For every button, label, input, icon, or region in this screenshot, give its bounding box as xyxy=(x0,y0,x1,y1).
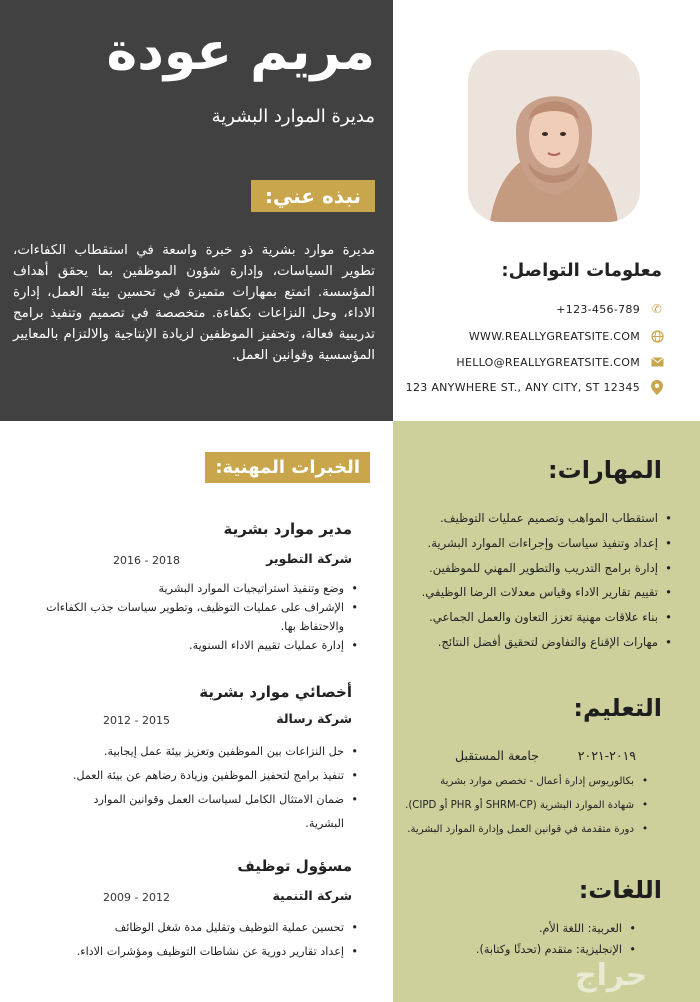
about-heading: نبذه عني: xyxy=(251,180,375,212)
job-3-dates: 2009 - 2012 xyxy=(103,891,170,904)
list-item: • ضمان الامتثال الكامل لسياسات العمل وقوانين الموارد البشرية. xyxy=(52,788,358,836)
list-item: • إعداد تقارير دورية عن نشاطات التوظيف ومؤشرات الاداء. xyxy=(38,940,358,964)
email-value: HELLO@REALLYGREATSITE.COM xyxy=(456,355,640,369)
person-name: مريم عودة xyxy=(106,22,375,82)
list-item: • استقطاب المواهب وتصميم عمليات التوظيف. xyxy=(392,506,672,531)
contact-address xyxy=(406,377,664,397)
globe-icon xyxy=(650,329,664,343)
contact-website xyxy=(469,326,664,346)
mail-icon xyxy=(650,355,664,369)
address-value: 123 ANYWHERE ST., ANY CITY, ST 12345 xyxy=(405,380,640,394)
list-item: • تحسين عملية التوظيف وتقليل مدة شغل الوظائف xyxy=(38,916,358,940)
list-item: • بناء علاقات مهنية تعزز التعاون والعمل الجماعي. xyxy=(392,605,672,630)
phone-value: +123-456-789 xyxy=(556,302,640,316)
person-portrait-icon xyxy=(468,50,640,222)
contact-phone xyxy=(556,299,664,319)
languages-list xyxy=(396,918,636,960)
job-title: مديرة الموارد البشرية xyxy=(211,106,375,127)
education-school-row xyxy=(455,743,636,767)
education-heading: التعليم: xyxy=(573,694,662,722)
contact-heading: معلومات التواصل: xyxy=(501,260,662,281)
list-item: • دورة متقدمة في قوانين العمل وإدارة الموارد البشرية. xyxy=(388,818,648,842)
phone-icon: ✆ xyxy=(651,302,663,316)
list-item: • مهارات الإقناع والتفاوض لتحقيق أفضل النتائج. xyxy=(392,630,672,655)
job-2-title: أخصائي موارد بشرية xyxy=(199,683,352,701)
job-3-title: مسؤول توظيف xyxy=(237,857,352,875)
job-1-dates: 2016 - 2018 xyxy=(113,554,180,567)
list-item: • وضع وتنفيذ استراتيجيات الموارد البشرية xyxy=(26,579,358,598)
education-years: ٢٠١٩-٢٠٢١ xyxy=(577,747,636,763)
list-item: • حل النزاعات بين الموظفين وتعزيز بيئة عمل إيجابية. xyxy=(52,740,358,764)
skills-heading: المهارات: xyxy=(548,456,662,484)
list-item: • الإنجليزية: متقدم (تحدثًا وكتابة). xyxy=(396,939,636,960)
languages-heading: اللغات: xyxy=(578,876,662,904)
list-item: • الإشراف على عمليات التوظيف، وتطوير سياسات جذب الكفاءات والاحتفاظ بها. xyxy=(26,598,358,636)
profile-photo xyxy=(468,50,640,222)
list-item: • إعداد وتنفيذ سياسات وإجراءات الموارد البشرية. xyxy=(392,531,672,556)
list-item: • تقييم تقارير الاداء وقياس معدلات الرضا الوظيفي. xyxy=(392,580,672,605)
list-item: • إدارة برامج التدريب والتطوير المهني للموظفين. xyxy=(392,556,672,581)
list-item: • بكالوريوس إدارة أعمال - تخصص موارد بشرية xyxy=(388,770,648,794)
location-icon xyxy=(650,380,664,394)
watermark-logo: حراج xyxy=(575,958,648,993)
job-3-company: شركة التنمية xyxy=(272,888,352,903)
job-2-dates: 2012 - 2015 xyxy=(103,714,170,727)
job-1-list xyxy=(26,579,358,655)
education-list xyxy=(388,770,648,842)
job-3-list xyxy=(38,916,358,964)
list-item: • العربية: اللغة الأم. xyxy=(396,918,636,939)
job-1-title: مدير موارد بشرية xyxy=(223,520,352,538)
website-value: WWW.REALLYGREATSITE.COM xyxy=(468,329,640,343)
skills-list xyxy=(392,506,672,655)
header-block xyxy=(0,0,393,421)
job-1-company: شركة التطوير xyxy=(266,551,352,566)
list-item: • شهادة الموارد البشرية (SHRM-CP أو PHR أو CIPD). xyxy=(388,794,648,818)
school-name: جامعة المستقبل xyxy=(455,747,539,763)
job-2-list xyxy=(52,740,358,836)
contact-email xyxy=(456,352,664,372)
list-item: • إدارة عمليات تقييم الاداء السنوية. xyxy=(26,636,358,655)
job-2-company: شركة رسالة xyxy=(276,711,352,726)
list-item: • تنفيذ برامج لتحفيز الموظفين وزيادة رضاهم عن بيئة العمل. xyxy=(52,764,358,788)
experience-heading: الخبرات المهنية: xyxy=(205,452,370,483)
about-text: مديرة موارد بشرية ذو خبرة واسعة في استقطاب الكفاءات، تطوير السياسات، وإدارة شؤون الموظفين بما يحقق أهداف المؤسسة. اتمتع بمهارات متميزة في تحسين بيئة العمل، إدارة الاداء، وحل النزاعات بكفاءة. متخصصة في تصميم وتنفيذ برامج تدريبية فعالة، وتحفيز الموظفين لزيادة الإنتاجية والالتزام بالمعايير المؤسسية وقوانين العمل. xyxy=(13,243,375,363)
